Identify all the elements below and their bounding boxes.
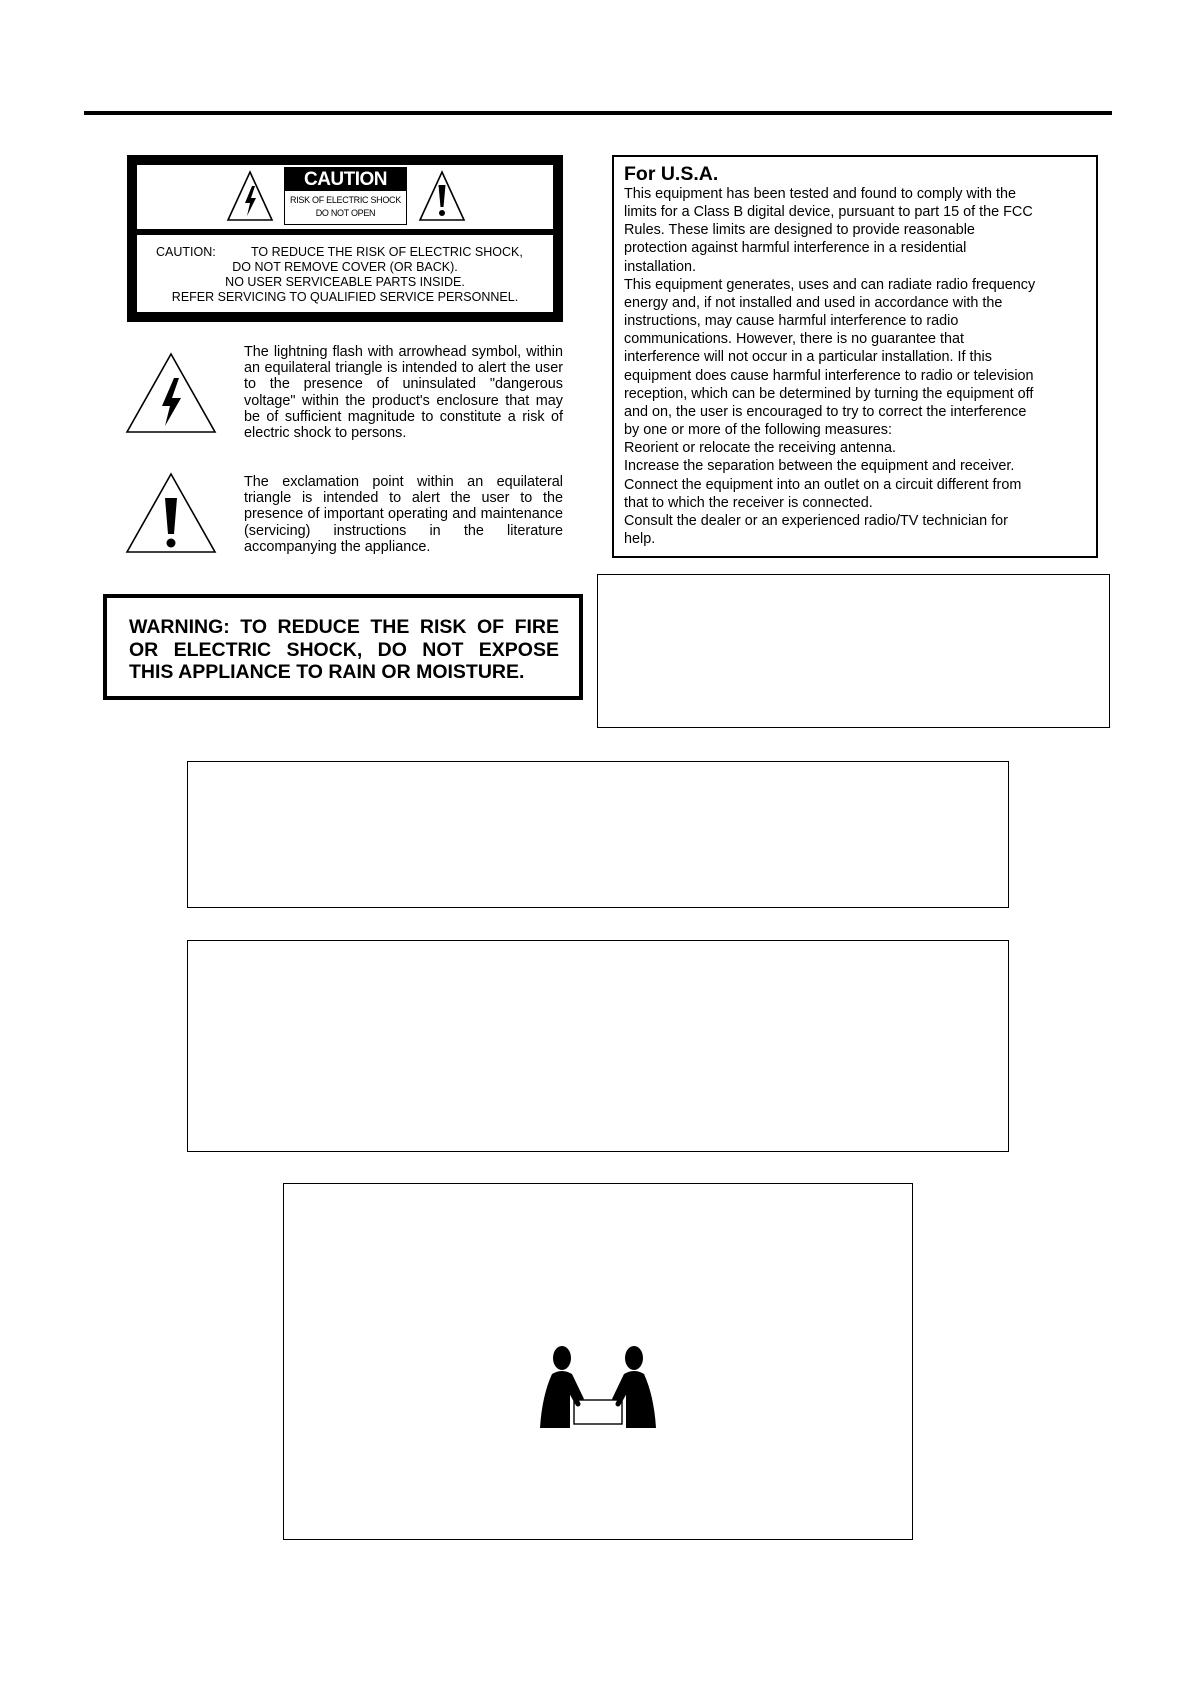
fcc-line: reception, which can be determined by turning the equipment off [624,385,1034,402]
fcc-line: This equipment has been tested and found to comply with the [624,186,1016,202]
fcc-title: For U.S.A. [624,163,719,185]
fcc-line: help. [624,530,656,547]
fcc-line: installation. [624,258,696,275]
lightning-triangle-icon [125,352,217,434]
fcc-line: instructions, may cause harmful interference to radio [624,313,959,330]
caution-line-4: REFER SERVICING TO QUALIFIED SERVICE PERSONNEL. [171,290,519,304]
caution-badge-line1: RISK OF ELECTRIC SHOCK [290,195,401,205]
caution-line-1: TO REDUCE THE RISK OF ELECTRIC SHOCK, [251,245,523,259]
caution-line-3: NO USER SERVICEABLE PARTS INSIDE. [225,275,465,289]
fcc-line: energy and, if not installed and used in accordance with the [624,294,1003,311]
header-rule [84,111,1112,115]
caution-label-header [137,165,553,229]
fcc-line: that to which the receiver is connected. [624,494,873,511]
lightning-symbol-description: The lightning flash with arrowhead symbol, within an equilateral triangle is intended to alert the user to the presence of uninsulated "dangerous voltage" within the product's enclosure that may be of sufficient magnitude to constitute a risk of electric shock to persons. [244,344,563,442]
fcc-line: Increase the separation between the equipment and receiver. [624,458,1015,475]
empty-notice-box-1 [597,574,1110,728]
caution-label [127,155,563,322]
warning-text: WARNING: TO REDUCE THE RISK OF FIRE OR ELECTRIC SHOCK, DO NOT EXPOSE THIS APPLIANCE TO RAIN OR MOISTURE. [129,616,559,683]
fcc-line: This equipment generates, uses and can radiate radio frequency [624,276,1036,293]
lightning-triangle-icon [226,169,274,223]
caution-prefix: CAUTION: [156,245,216,259]
fcc-line: Connect the equipment into an outlet on a circuit different from [624,476,1022,493]
exclamation-triangle-icon [125,472,217,554]
fcc-line: Rules. These limits are designed to provide reasonable [624,222,975,239]
caution-line-2: DO NOT REMOVE COVER (OR BACK). [232,260,458,274]
caution-label-body [137,235,553,312]
exclamation-symbol-description: The exclamation point within an equilateral triangle is intended to alert the user to the presence of important operating and maintenance (servicing) instructions in the literature accompanying the appliance. [244,474,563,555]
fcc-line: communications. However, there is no guarantee that [624,331,964,348]
caution-badge [284,167,407,225]
fcc-line: Consult the dealer or an experienced radio/TV technician for [624,512,1008,529]
fcc-line: and on, the user is encouraged to try to correct the interference [624,403,1027,420]
caution-badge-title: CAUTION [285,168,406,191]
fcc-body [624,185,1088,548]
exclamation-triangle-icon [418,169,466,223]
caution-badge-line2: DO NOT OPEN [315,208,376,218]
fcc-line: Reorient or relocate the receiving antenna. [624,440,896,457]
fcc-line: equipment does cause harmful interference to radio or television [624,367,1034,384]
fcc-line: protection against harmful interference in a residential [624,240,967,257]
fcc-line: by one or more of the following measures: [624,422,892,439]
fcc-line: limits for a Class B digital device, pursuant to part 15 of the FCC [624,204,1033,221]
empty-notice-box-2 [187,761,1009,908]
warning-box [103,594,583,700]
two-person-lift-icon [538,1344,658,1429]
empty-notice-box-3 [187,940,1009,1152]
fcc-notice [612,155,1098,558]
fcc-line: interference will not occur in a particular installation. If this [624,349,992,366]
